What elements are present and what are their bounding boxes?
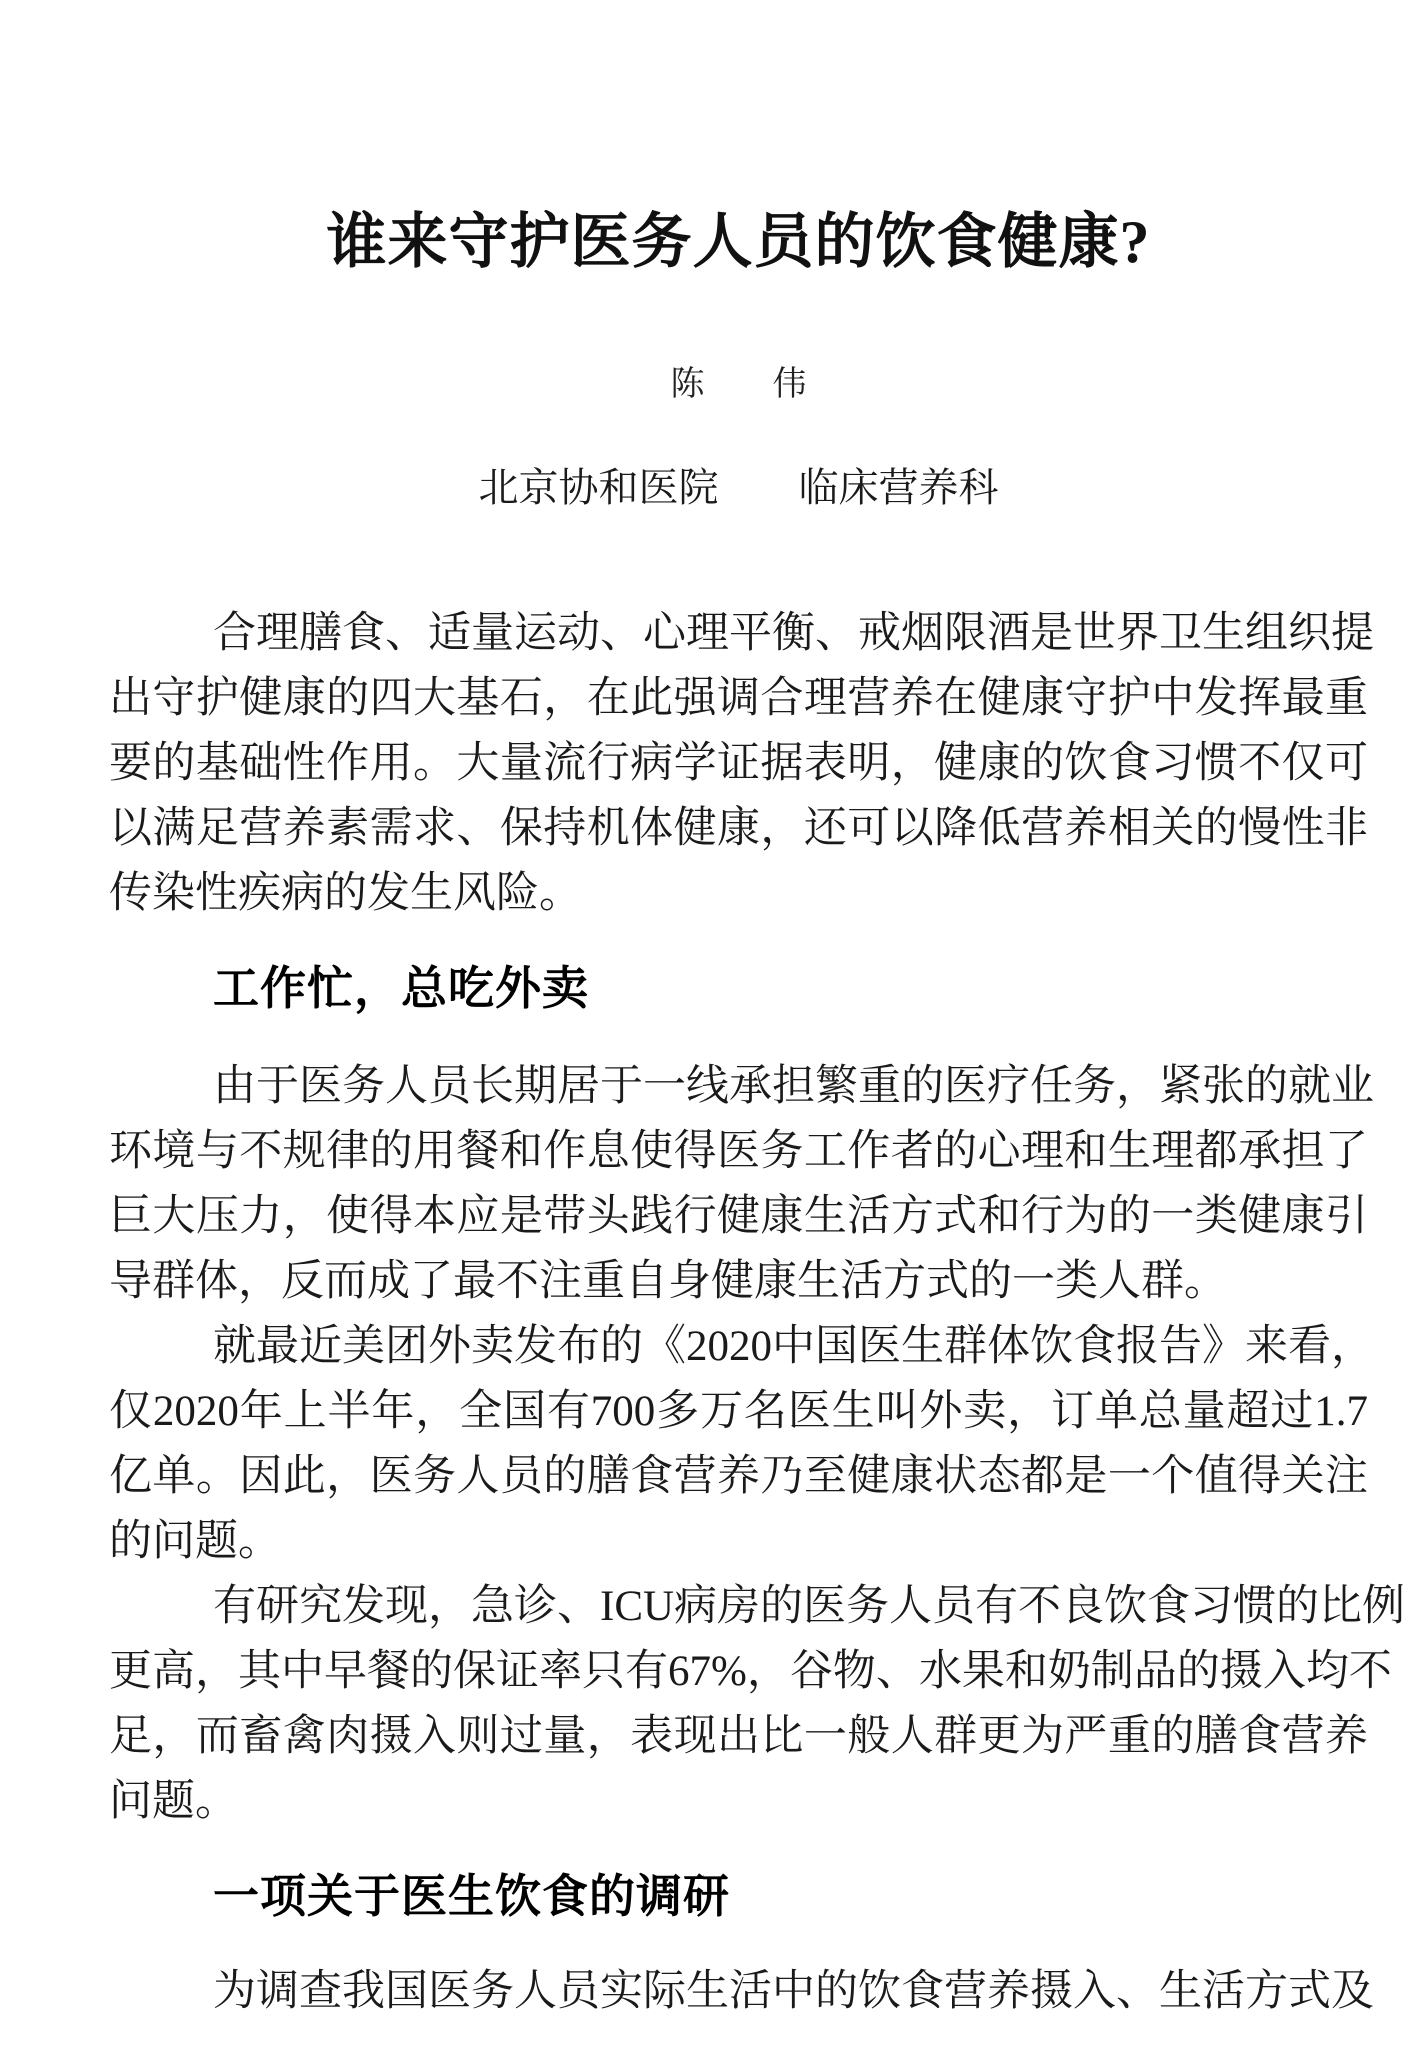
body-line: 要的基础性作用。大量流行病学证据表明，健康的饮食习惯不仅可 — [109, 740, 1368, 787]
body-line: 巨大压力，使得本应是带头践行健康生活方式和行为的一类健康引 — [109, 1193, 1368, 1240]
body-line: 仅2020年上半年，全国有700多万名医生叫外卖，订单总量超过1.7 — [109, 1388, 1368, 1435]
body-line: 导群体，反而成了最不注重自身健康生活方式的一类人群。 — [109, 1258, 1227, 1305]
body-line: 亿单。因此，医务人员的膳食营养乃至健康状态都是一个值得关注 — [109, 1453, 1368, 1500]
paragraph-4 — [109, 1574, 1406, 1834]
author-affiliation: 北京协和医院 临床营养科 — [478, 465, 999, 510]
body-line: 环境与不规律的用餐和作息使得医务工作者的心理和生理都承担了 — [109, 1128, 1368, 1175]
body-line: 就最近美团外卖发布的《2020中国医生群体饮食报告》来看， — [213, 1323, 1374, 1370]
body-line: 传染性疾病的发生风险。 — [109, 870, 582, 917]
body-line: 为调查我国医务人员实际生活中的饮食营养摄入、生活方式及 — [213, 1968, 1374, 2015]
body-line: 以满足营养素需求、保持机体健康，还可以降低营养相关的慢性非 — [109, 805, 1368, 852]
section-heading-2: 一项关于医生饮食的调研 — [213, 1871, 730, 1922]
body-line: 由于医务人员长期居于一线承担繁重的医疗任务，紧张的就业 — [213, 1063, 1374, 1110]
paragraph-1 — [109, 601, 1374, 926]
section-heading-1: 工作忙，总吃外卖 — [213, 963, 589, 1014]
paragraph-2 — [109, 1054, 1374, 1314]
body-line: 出守护健康的四大基石，在此强调合理营养在健康守护中发挥最重 — [109, 675, 1368, 722]
body-line: 的问题。 — [109, 1518, 281, 1565]
body-line: 足，而畜禽肉摄入则过量，表现出比一般人群更为严重的膳食营养 — [109, 1713, 1368, 1760]
body-line: 有研究发现，急诊、ICU病房的医务人员有不良饮食习惯的比例 — [213, 1583, 1406, 1630]
paragraph-3 — [109, 1314, 1374, 1574]
body-line: 问题。 — [109, 1778, 238, 1825]
article-title: 谁来守护医务人员的饮食健康? — [326, 209, 1151, 275]
body-line: 合理膳食、适量运动、心理平衡、戒烟限酒是世界卫生组织提 — [213, 610, 1374, 657]
paragraph-5 — [109, 1959, 1374, 2024]
author-name: 陈 伟 — [670, 366, 807, 403]
body-line: 更高，其中早餐的保证率只有67%，谷物、水果和奶制品的摄入均不 — [109, 1648, 1392, 1695]
